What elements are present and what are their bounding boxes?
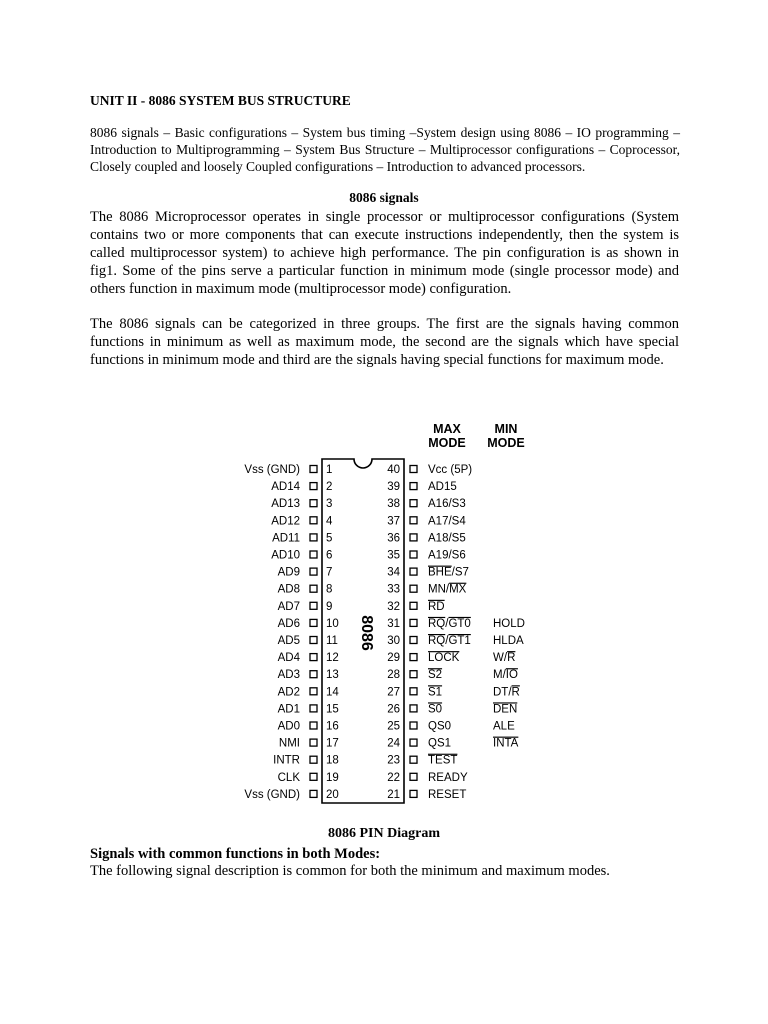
pin-label: QS0 — [428, 720, 452, 733]
pin-number: 11 — [326, 635, 338, 647]
pin-label: A17/S4 — [428, 515, 466, 528]
min-mode-header: MODE — [487, 436, 525, 450]
pin-row-right — [387, 464, 472, 476]
pin-label: LOCK — [428, 652, 460, 665]
pin-number: 16 — [326, 720, 339, 733]
pin-number: 23 — [387, 754, 400, 767]
pin-row-left — [279, 738, 339, 750]
pin-row-left — [278, 721, 339, 733]
pin-number: 1 — [326, 464, 333, 476]
pin-pad — [410, 466, 417, 473]
pin-label: MN/MX — [428, 583, 467, 596]
pin-number: 32 — [387, 600, 400, 613]
pin-pad — [310, 756, 317, 763]
pin-label: AD5 — [277, 635, 300, 647]
pin-row-left — [271, 515, 333, 527]
pin-label: RQ/GT1 — [428, 635, 471, 647]
pin-label: RESET — [428, 788, 467, 801]
pin-pad — [310, 602, 317, 609]
pin-number: 25 — [387, 720, 400, 733]
min-mode-label: M/IO — [493, 669, 518, 682]
pin-row-left — [278, 567, 333, 579]
pin-label: BHE/S7 — [428, 566, 469, 579]
pin-row-right — [387, 721, 515, 733]
pin-pad — [410, 602, 417, 609]
pin-number: 8 — [326, 583, 333, 596]
pin-number: 35 — [387, 549, 400, 562]
min-mode-label: INTA — [493, 737, 519, 750]
pin-number: 19 — [326, 771, 339, 784]
pin-row-left — [278, 703, 339, 715]
pin-row-right — [387, 669, 518, 681]
pin-pad — [410, 551, 417, 558]
pin-pad — [410, 517, 417, 524]
pin-row-right — [387, 618, 525, 630]
pin-row-right — [387, 584, 466, 596]
pin-pad — [310, 790, 317, 797]
pin-label: AD9 — [277, 566, 300, 579]
pin-row-left — [271, 498, 332, 510]
pin-label: CLK — [277, 771, 300, 784]
pin-row-left — [278, 584, 333, 596]
syllabus-paragraph: 8086 signals – Basic configurations – System bus timing –System design using 8086 – IO programming – Introduction to Multiprogramming – System Bus Structure – Multiprocessor configurations – Coprocessor, Closely coupled and loosely Coupled configurations – Introduction to advanced processors. — [90, 125, 680, 174]
section-title: 8086 signals — [349, 190, 419, 205]
pin-number: 38 — [387, 498, 400, 511]
pin-pad — [310, 619, 317, 626]
pin-pad — [410, 619, 417, 626]
pin-label: AD13 — [271, 498, 300, 511]
pin-number: 31 — [387, 617, 400, 630]
pin-number: 27 — [387, 686, 400, 699]
chip-label: 8086 — [358, 615, 375, 651]
pin-label: S1 — [428, 686, 443, 699]
pin-row-left — [278, 635, 338, 647]
pin-label: AD3 — [277, 669, 300, 682]
pin-row-right — [387, 550, 466, 562]
body-text: The following signal description is common for both the minimum and maximum modes. — [90, 863, 610, 879]
pin-row-right — [387, 755, 457, 767]
pin-pad — [310, 466, 317, 473]
pin-number: 22 — [387, 771, 400, 784]
pin-number: 28 — [387, 669, 400, 682]
pin-pad — [310, 551, 317, 558]
pin-number: 21 — [387, 788, 400, 801]
pin-row-left — [271, 550, 332, 562]
pin-label: AD14 — [271, 481, 300, 494]
min-mode-label: HOLD — [493, 617, 525, 630]
pin-label: NMI — [278, 737, 300, 750]
pin-pad — [310, 705, 317, 712]
pin-label: RD — [428, 600, 445, 613]
pin-number: 18 — [326, 754, 339, 767]
min-mode-label: DEN — [493, 703, 518, 716]
pin-row-right — [387, 601, 444, 613]
pin-number: 15 — [326, 703, 339, 716]
pin-row-right — [387, 515, 466, 527]
pin-label: S0 — [428, 703, 443, 716]
pin-row-right — [387, 703, 517, 715]
pin-row-right — [387, 686, 520, 698]
pin-pad — [410, 688, 417, 695]
min-mode-label: DT/R — [493, 686, 520, 699]
pin-number: 36 — [387, 532, 400, 545]
pin-number: 6 — [326, 549, 333, 562]
pin-number: 5 — [326, 532, 333, 545]
subheading: Signals with common functions in both Modes: — [90, 846, 381, 862]
pin-row-left — [244, 464, 332, 476]
pin-label: A19/S6 — [428, 549, 466, 562]
pin-pad — [410, 654, 417, 661]
pin-label: A18/S5 — [428, 532, 466, 545]
pin-row-right — [387, 635, 524, 647]
pin-label: AD11 — [272, 532, 300, 545]
pin-number: 2 — [326, 481, 333, 494]
pin-pad — [310, 722, 317, 729]
pin-number: 3 — [326, 498, 333, 511]
pin-row-left — [273, 755, 339, 767]
pin-number: 9 — [326, 600, 333, 613]
pin-row-right — [387, 772, 468, 784]
pin-pad — [310, 739, 317, 746]
pin-row-right — [387, 481, 457, 493]
pin-pad — [410, 534, 417, 541]
pin-row-right — [387, 738, 518, 750]
pin-label: AD15 — [428, 481, 457, 494]
pin-pad — [410, 671, 417, 678]
pin-number: 12 — [326, 652, 339, 665]
pin-pad — [410, 568, 417, 575]
pin-pad — [410, 585, 417, 592]
pin-pad — [410, 790, 417, 797]
pin-row-left — [278, 618, 339, 630]
max-mode-header: MODE — [428, 436, 466, 450]
pin-row-right — [387, 789, 466, 801]
pin-number: 4 — [326, 515, 333, 528]
pin-pad — [310, 585, 317, 592]
pin-pad — [410, 756, 417, 763]
pin-pad — [310, 517, 317, 524]
pin-label: AD1 — [277, 703, 300, 716]
pin-label: AD6 — [277, 617, 300, 630]
pin-row-right — [387, 652, 515, 664]
pin-number: 20 — [326, 788, 339, 801]
pin-number: 7 — [326, 566, 333, 579]
pin-number: 13 — [326, 669, 339, 682]
pin-number: 33 — [387, 583, 400, 596]
pin-pad — [410, 483, 417, 490]
pin-pad — [310, 500, 317, 507]
signal-groups-paragraph: The 8086 signals can be categorized in three groups. The first are the signals having common functions in minimum as well as maximum mode, the second are the signals which have special functions in minimum mode and third are the signals having special functions for maximum mode. — [90, 316, 679, 368]
pin-row-left — [278, 601, 333, 613]
pin-row-left — [278, 772, 339, 784]
pin-label: Vss (GND) — [244, 464, 300, 476]
pin-label: AD12 — [271, 515, 300, 528]
pin-pad — [410, 705, 417, 712]
pin-number: 37 — [387, 515, 400, 528]
pin-number: 24 — [387, 737, 400, 750]
pin-row-right — [387, 567, 469, 579]
pin-label: READY — [428, 771, 468, 784]
figure-caption: 8086 PIN Diagram — [328, 826, 440, 841]
pin-pad — [310, 671, 317, 678]
pin-pad — [410, 773, 417, 780]
pin-label: AD7 — [277, 600, 300, 613]
intro-paragraph: The 8086 Microprocessor operates in single processor or multiprocessor configurations (System contains two or more components that can execute instructions independently, then the system is called multiprocessor system) to achieve high performance. The pin configuration is as shown in fig1. Some of the pins serve a particular function in minimum mode (single processor mode) and others function in maximum mode (multiprocessor mode) configuration. — [90, 209, 679, 297]
pin-pad — [310, 654, 317, 661]
pin-row-left — [244, 789, 338, 801]
pin-label: AD2 — [277, 686, 300, 699]
pin-number: 10 — [326, 617, 339, 630]
pin-row-right — [387, 498, 466, 510]
min-mode-label: HLDA — [493, 635, 524, 647]
unit-title: UNIT II - 8086 SYSTEM BUS STRUCTURE — [90, 93, 351, 108]
pin-row-left — [272, 532, 332, 544]
pin-number: 39 — [387, 481, 400, 494]
pin-pad — [410, 739, 417, 746]
pin-row-left — [278, 669, 339, 681]
pin-number: 26 — [387, 703, 400, 716]
pin-number: 17 — [326, 737, 339, 750]
pin-label: S2 — [428, 669, 443, 682]
pin-label: INTR — [273, 754, 300, 767]
pin-label: AD0 — [277, 720, 300, 733]
min-mode-label: W/R — [493, 652, 516, 665]
min-mode-label: ALE — [493, 720, 515, 733]
max-mode-header: MAX — [433, 422, 461, 436]
pin-pad — [410, 722, 417, 729]
pin-label: A16/S3 — [428, 498, 466, 511]
pin-pad — [410, 637, 417, 644]
pin-label: AD4 — [277, 652, 300, 665]
pin-row-left — [278, 652, 339, 664]
pin-label: RQ/GT0 — [428, 617, 471, 630]
pin-pad — [310, 688, 317, 695]
pin-label: AD10 — [271, 549, 300, 562]
pin-row-left — [271, 481, 332, 493]
pin-pad — [310, 773, 317, 780]
pin-number: 30 — [387, 635, 400, 647]
pin-number: 29 — [387, 652, 400, 665]
pin-row-left — [278, 686, 340, 698]
pin-label: Vcc (5P) — [428, 464, 473, 476]
pin-number: 14 — [326, 686, 339, 699]
pin-label: TEST — [428, 754, 458, 767]
pin-number: 34 — [387, 566, 400, 579]
pin-pad — [310, 534, 317, 541]
pin-number: 40 — [387, 464, 400, 476]
min-mode-header: MIN — [494, 422, 518, 436]
pin-pad — [310, 568, 317, 575]
pin-label: QS1 — [428, 737, 452, 750]
pin-label: AD8 — [277, 583, 300, 596]
pin-pad — [410, 500, 417, 507]
pin-row-right — [387, 532, 466, 544]
pin-label: Vss (GND) — [244, 788, 300, 801]
pin-pad — [310, 637, 317, 644]
pin-pad — [310, 483, 317, 490]
